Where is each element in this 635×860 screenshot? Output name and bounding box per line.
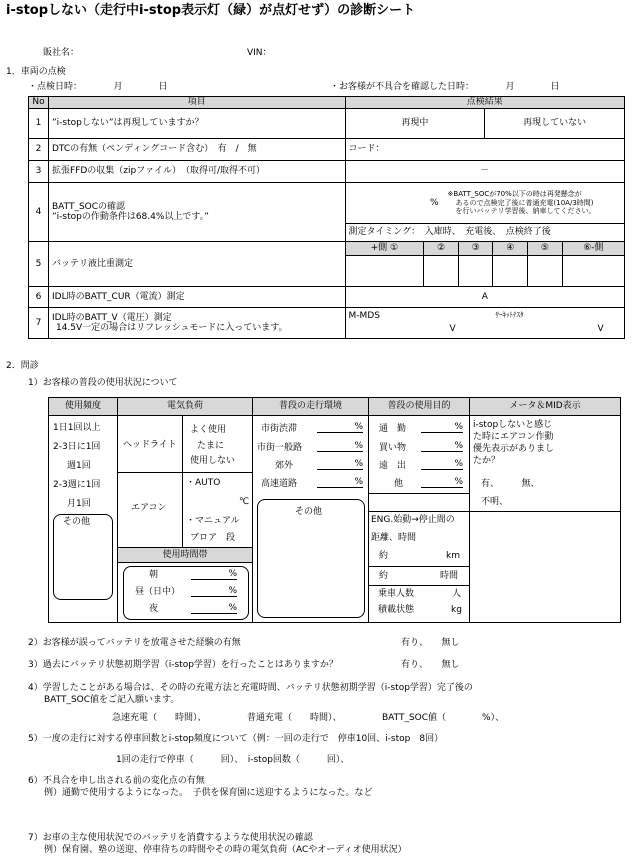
freq-option[interactable]: 週1回 [67,461,91,471]
question-5: 5）一度の走行に対する停車回数とi-stop頻度について（例：一回の走行で 停車10回、i-stop 8回） [28,734,444,744]
cell-input[interactable] [346,255,424,286]
meter-question: i-stopしないと感じ [473,420,553,430]
headlight-never[interactable]: 使用しない [190,456,236,466]
purpose-pct[interactable]: % [421,441,463,452]
env-pct[interactable]: % [317,477,363,488]
meter-answer[interactable]: 有、 無、 [481,479,540,489]
col-no-header: No [29,97,49,109]
approx-label: 約 [379,551,389,561]
meter-question: た時にエアコン作動 [473,432,554,442]
time-header: 使用時間帯 [118,548,252,563]
cell-header: ② [424,242,459,255]
km-field[interactable]: km [446,551,460,561]
time-night-pct[interactable]: % [191,603,237,614]
eng-label-2: 距離、時間 [371,533,417,543]
table-row [29,139,625,161]
approx-label: 約 [379,571,389,581]
question-3-answer[interactable]: 有り、 無し [401,660,460,670]
eng-label: ENG.始動→停止間の [371,515,455,525]
row-no: 5 [29,242,49,287]
question-6: 6）不具合を申し出される前の変化点の有無 [28,776,205,786]
purpose-pct[interactable]: % [421,422,463,433]
col-item-header: 項目 [48,97,345,109]
measure-timing[interactable]: 測定タイミング： 入庫時、 充電後、 点検終了後 [348,227,551,238]
page-title: i-stopしない（走行中i-stop表示灯（緑）が点灯せず）の診断シート [6,3,416,18]
option-not-reproduced[interactable]: 再現していない [523,118,587,129]
env-highway: 高速道路 [261,479,298,489]
table-row [29,109,625,139]
meter-header: メータ＆MID表示 [470,398,620,416]
vin-label: VIN： [247,48,272,58]
cell-header: ④ [493,242,528,255]
question-1: 1）お客様の普段の使用状況について [28,378,178,388]
freq-option-other[interactable]: その他 [63,517,91,527]
aircon-auto[interactable]: ・AUTO [186,478,221,488]
purpose-pct[interactable]: % [421,459,463,470]
meter-unknown[interactable]: 不明、 [481,497,509,507]
question-7-example: 例）保育園、塾の送迎、停車待ちの時間やその時の電気負荷（ACやオーディオ使用状況） [44,845,407,855]
env-city-traffic: 市街渋滞 [261,424,298,434]
purpose-commute: 通 勤 [379,424,407,434]
row-no: 1 [29,109,49,139]
env-pct[interactable]: % [317,422,363,433]
question-3: 3）過去にバッテリ状態初期学習（i-stop学習）を行ったことはありますか？ [28,660,338,670]
row-item: IDL時のBATT_CUR（電流）測定 [48,287,345,308]
question-4-fields[interactable]: 急速充電（ 時間）、 普通充電（ 時間）、 BATT_SOC値（ %）、 [112,713,505,723]
env-other[interactable]: その他 [295,507,323,517]
table-row [29,242,625,287]
section1-heading: 1．車両の点検 [6,67,66,77]
cell-input[interactable] [528,255,563,286]
table-row [29,308,625,339]
row-item-note: ”i-stopの作動条件は68.4%以上です。” [51,212,209,222]
inspection-table [28,96,625,339]
time-daytime-pct[interactable]: % [191,586,237,597]
row-item: 拡張FFDの収集（zipファイル） （取得可/取得不可） [48,161,345,183]
cell-input[interactable] [493,255,528,286]
env-suburb: 郊外 [275,461,294,471]
table-row [29,161,625,183]
load-label: 積載状態 [378,605,415,615]
row-no: 7 [29,308,49,339]
freq-option[interactable]: 1日1回以上 [53,423,101,433]
row-item: BATT_SOCの確認 [51,201,126,212]
load-field[interactable]: kg [451,605,462,615]
purpose-shopping: 買い物 [379,443,407,453]
soc-note: を行いバッテリ学習後、納車してください。 [455,206,596,215]
question-4: 4）学習したことがある場合は、その時の充電方法と充電時間、バッテリ状態初期学習（i-stop学習）完了後の [28,683,473,693]
question-6-example: 例）通勤で使用するようになった。 子供を保育園に送迎するようになった。など [44,788,373,798]
freq-option[interactable]: 2-3週に1回 [53,480,101,490]
current-field[interactable]: A [345,287,624,308]
cell-header: ③ [458,242,493,255]
time-night: 夜 [149,604,159,614]
table-row [29,183,625,242]
purpose-other: 他 [394,479,404,489]
purpose-header: 普段の使用目的 [369,398,470,416]
section2-heading: 2．問診 [6,361,39,371]
hour-field[interactable]: 時間 [440,571,459,581]
usage-table [48,397,621,623]
table-row [29,287,625,308]
row-item: バッテリ液比重測定 [48,242,345,287]
env-pct[interactable]: % [317,459,363,470]
circuit-tester-label: ｻｰｷｯﾄﾃｽﾀ [495,311,524,319]
freq-option[interactable]: 2-3日に1回 [53,442,101,452]
cell-input[interactable] [458,255,493,286]
row-item: IDL時のBATT_V（電圧）測定 [51,312,172,323]
aircon-label: エアコン [131,503,167,513]
dealer-label: 販社名： [43,48,80,58]
freq-other-bracket [53,514,113,600]
aircon-blower[interactable]: ブロア 段 [190,533,236,543]
time-morning: 朝 [149,570,159,580]
soc-note: あるので点検完了後に普通充電(10A/3時間) [455,198,594,207]
question-2-answer[interactable]: 有り、 無し [401,638,460,648]
env-city-road: 市街一般路 [257,443,303,453]
tester-voltage-field[interactable]: V [597,324,604,334]
passengers-field[interactable]: 人 [452,589,462,599]
row-item-note: 14.5V一定の場合はリフレッシュモードに入っています。 [55,323,288,333]
purpose-trip: 遠 出 [379,461,407,471]
cell-input[interactable] [424,255,459,286]
question-7: 7）お車の主な使用状況でのバッテリを消費するような使用状況の確認 [28,833,313,843]
question-5-fields[interactable]: 1回の走行で停車（ 回）、 i-stop回数（ 回）、 [116,755,350,765]
meter-question: たか？ [473,456,501,466]
soc-field[interactable]: % [346,183,442,223]
mmds-label: M-MDS [348,311,380,321]
aircon-temp-unit: ℃ [239,497,250,507]
row-item: ”i-stopしない”は再現していますか？ [48,109,345,139]
inspection-date: ・点検日時： 月 日 [28,82,168,92]
aircon-manual[interactable]: ・マニュアル [186,516,240,526]
cell-header: ⑤ [528,242,563,255]
question-4b: BATT_SOC値をご記入願います。 [44,695,180,705]
env-header: 普段の走行環境 [253,398,369,416]
dtc-code-field[interactable]: コード： [345,139,624,161]
mmds-voltage-field[interactable]: V [449,324,456,334]
freq-option[interactable]: 月1回 [67,499,91,509]
cell-header: ⑥-側 [562,242,624,255]
headlight-sometimes[interactable]: たまに [197,441,225,451]
purpose-pct[interactable]: % [421,477,463,488]
passengers-label: 乗車人数 [378,589,415,599]
col-result-header: 点検結果 [345,97,624,109]
row-no: 2 [29,139,49,161]
env-pct[interactable]: % [317,441,363,452]
row-no: 6 [29,287,49,308]
headlight-often[interactable]: よく使用 [190,425,227,435]
ffd-result: － [345,161,624,183]
time-daytime: 昼（日中） [135,587,181,597]
row-no: 4 [29,183,49,242]
elec-header: 電気負荷 [118,398,253,416]
cell-input[interactable] [562,255,624,286]
meter-question: 優先表示がありまし [473,444,555,454]
freq-header: 使用頻度 [49,398,118,416]
row-no: 3 [29,161,49,183]
headlight-label: ヘッドライト [123,440,177,450]
option-reproduced[interactable]: 再現中 [346,109,485,138]
cell-header: +側 ① [346,242,424,255]
time-morning-pct[interactable]: % [191,569,237,580]
question-2: 2）お客様が誤ってバッテリを放電させた経験の有無 [28,638,241,648]
customer-date: ・お客様が不具合を確認した日時： 月 日 [330,82,560,92]
soc-note: ※BATT_SOCが70%以下の時は再発懸念が [447,190,582,199]
row-item: DTCの有無（ペンディングコード含む） 有 / 無 [48,139,345,161]
